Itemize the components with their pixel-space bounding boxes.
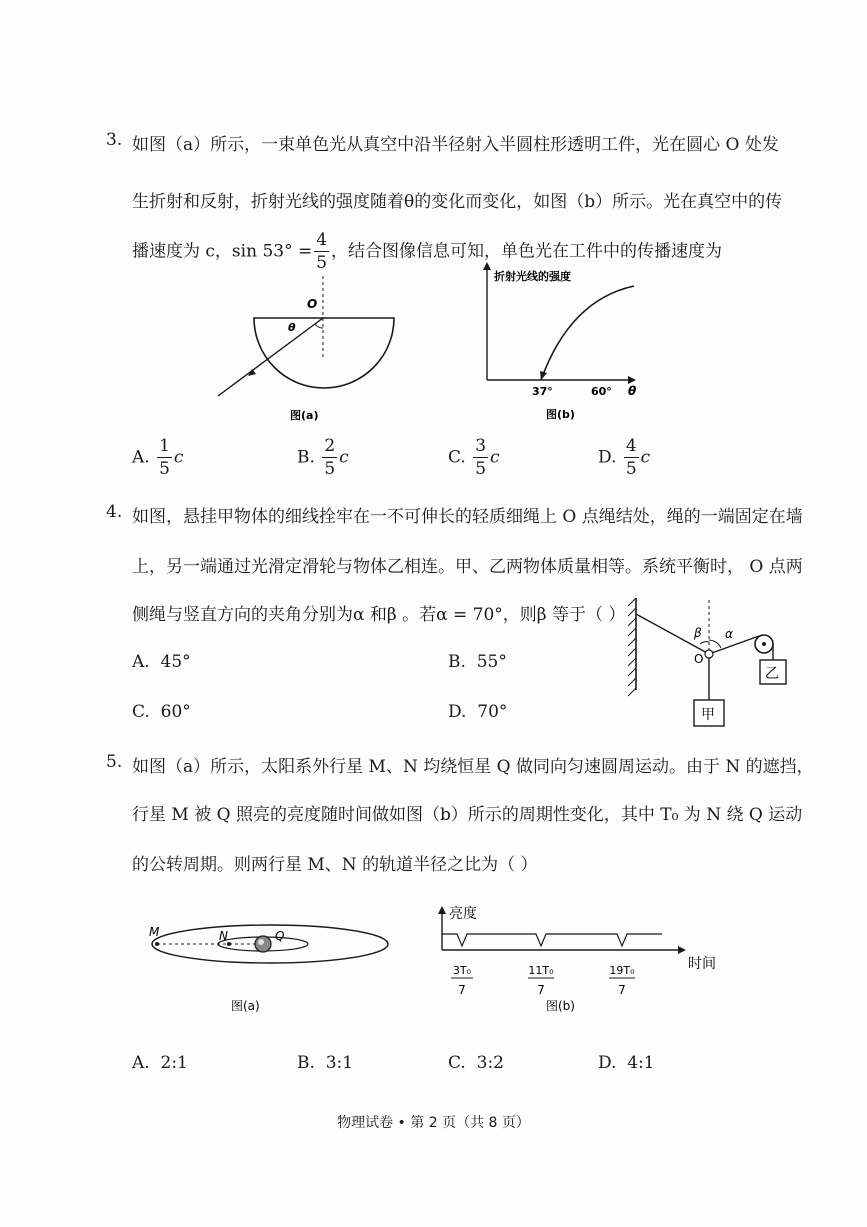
wall-hatch xyxy=(628,598,636,696)
tick-denominator: 7 xyxy=(458,983,466,997)
option-letter: A. xyxy=(132,447,150,468)
fraction-denominator: 5 xyxy=(324,459,336,479)
option-letter: C. xyxy=(132,702,150,722)
tick-numerator: 11T₀ xyxy=(528,964,554,977)
q5-option-d[interactable] xyxy=(598,1053,655,1073)
q5-option-c[interactable] xyxy=(448,1053,504,1073)
page-footer: 物理试卷 • 第 2 页（共 8 页） xyxy=(337,1115,530,1131)
unit-c: c xyxy=(490,447,500,468)
q5-figure-a xyxy=(145,918,395,1018)
fraction-numerator: 4 xyxy=(316,230,328,250)
q4-option-a[interactable] xyxy=(132,652,191,672)
incident-ray xyxy=(218,318,323,396)
y-axis-label: 折射光线的强度 xyxy=(494,270,571,283)
label-beta: β xyxy=(694,626,702,640)
tick-numerator: 3T₀ xyxy=(452,964,472,977)
rope-to-pulley xyxy=(709,636,759,654)
q5-text-line3: 的公转周期。则两行星 M、N 的轨道半径之比为（ ） xyxy=(132,855,538,875)
tick-denominator: 7 xyxy=(537,983,545,997)
q3-option-c[interactable] xyxy=(448,438,500,478)
caption-fig-a: 图(a) xyxy=(231,999,260,1013)
caption-fig-b: 图(b) xyxy=(546,408,575,421)
option-text: 3:1 xyxy=(325,1053,354,1073)
fraction-denominator: 5 xyxy=(316,253,328,273)
y-axis-label: 亮度 xyxy=(449,906,477,922)
unit-c: c xyxy=(640,447,651,468)
tick-3 xyxy=(609,964,635,997)
fraction-numerator: 2 xyxy=(324,436,336,456)
label-yi: 乙 xyxy=(765,666,779,682)
label-m: M xyxy=(149,925,160,939)
option-text: 3:2 xyxy=(476,1053,504,1073)
option-text: 60° xyxy=(160,702,191,722)
option-letter: A. xyxy=(132,652,150,672)
fraction-numerator: 3 xyxy=(475,436,487,456)
q5-text-line1: 如图（a）所示，太阳系外行星 M、N 均绕恒星 Q 做同向匀速圆周运动。由于 N 的遮挡， xyxy=(132,757,814,777)
option-letter: B. xyxy=(297,1053,315,1073)
label-o: O xyxy=(694,652,704,666)
tick-denominator: 7 xyxy=(618,983,626,997)
q3-option-a[interactable] xyxy=(132,438,183,478)
q4-option-b[interactable] xyxy=(448,652,507,672)
y-axis-arrow-icon xyxy=(438,906,446,914)
option-letter: B. xyxy=(297,447,315,468)
q4-option-c[interactable] xyxy=(132,702,191,722)
q4-text-line3: 侧绳与竖直方向的夹角分别为α 和β 。若α = 70°，则β 等于（ ） xyxy=(132,605,626,625)
q3-text-line2: 生折射和反射，折射光线的强度随着θ的变化而变化，如图（b）所示。光在真空中的传 xyxy=(132,192,783,212)
x-axis-label: θ xyxy=(628,384,637,398)
q3-fraction xyxy=(314,232,329,272)
label-q: Q xyxy=(275,929,285,943)
tick-numerator: 19T₀ xyxy=(609,964,635,977)
q3-figure-b xyxy=(470,258,650,424)
option-letter: C. xyxy=(448,1053,466,1073)
option-letter: D. xyxy=(598,447,617,468)
option-letter: D. xyxy=(448,702,467,722)
q3-text-line1: 如图（a）所示，一束单色光从真空中沿半径射入半圆柱形透明工件，光在圆心 O 处发 xyxy=(132,135,779,155)
x-axis-label: 时间 xyxy=(688,956,716,972)
option-letter: C. xyxy=(448,447,466,468)
fraction-numerator: 1 xyxy=(159,436,170,456)
option-letter: B. xyxy=(448,652,466,672)
option-letter: D. xyxy=(598,1053,617,1073)
option-text: 4:1 xyxy=(627,1053,655,1073)
q3-line3-suffix: ，结合图像信息可知，单色光在工件中的传播速度为 xyxy=(331,241,723,262)
q3-option-d[interactable] xyxy=(598,438,650,478)
option-text: 2:1 xyxy=(160,1053,188,1073)
caption-fig-a: 图(a) xyxy=(290,409,319,422)
q5-number: 5. xyxy=(106,752,123,772)
unit-c: c xyxy=(339,447,349,468)
label-theta: θ xyxy=(288,321,296,334)
y-axis-arrow-icon xyxy=(483,262,491,270)
q5-option-a[interactable] xyxy=(132,1053,188,1073)
q4-option-d[interactable] xyxy=(448,702,507,722)
unit-c: c xyxy=(173,447,184,468)
x-axis-arrow-icon xyxy=(628,376,636,384)
q3-figure-a xyxy=(210,272,410,422)
q3-line3-prefix: 播速度为 c，sin 53° = xyxy=(132,241,313,262)
label-n: N xyxy=(219,929,228,943)
tick-2 xyxy=(528,964,554,997)
brightness-curve xyxy=(442,934,662,946)
q4-figure xyxy=(624,592,794,732)
q4-number: 4. xyxy=(106,502,123,522)
q4-text-line1: 如图，悬挂甲物体的细线拴牢在一不可伸长的轻质细绳上 O 点绳结处，绳的一端固定在墙 xyxy=(132,507,803,527)
intensity-curve xyxy=(541,286,634,380)
q4-text-line2: 上，另一端通过光滑定滑轮与物体乙相连。甲、乙两物体质量相等。系统平衡时， O 点两 xyxy=(132,557,803,577)
q5-figure-b xyxy=(430,900,730,1020)
planet-m xyxy=(155,942,159,946)
option-text: 70° xyxy=(477,702,508,722)
label-jia: 甲 xyxy=(701,707,715,723)
tick-1 xyxy=(451,964,473,997)
knot-o xyxy=(705,650,713,658)
fraction-numerator: 4 xyxy=(625,436,637,456)
fraction-denominator: 5 xyxy=(475,459,487,479)
caption-fig-b: 图(b) xyxy=(546,999,575,1013)
q3-option-b[interactable] xyxy=(297,438,349,478)
fraction-denominator: 5 xyxy=(625,459,637,479)
q3-number: 3. xyxy=(106,130,123,150)
curve-arrow-icon xyxy=(540,371,547,380)
label-o: O xyxy=(307,297,318,311)
option-text: 55° xyxy=(476,652,507,672)
q5-option-b[interactable] xyxy=(297,1053,353,1073)
x-axis-arrow-icon xyxy=(678,946,686,954)
option-text: 45° xyxy=(160,652,191,672)
q5-text-line2: 行星 M 被 Q 照亮的亮度随时间做如图（b）所示的周期性变化，其中 T₀ 为 N 绕 Q 运动 xyxy=(132,805,803,825)
tick-37: 37° xyxy=(532,385,553,398)
tick-60: 60° xyxy=(591,385,612,398)
option-letter: A. xyxy=(132,1053,150,1073)
label-alpha: α xyxy=(725,627,733,641)
fraction-denominator: 5 xyxy=(159,459,170,479)
